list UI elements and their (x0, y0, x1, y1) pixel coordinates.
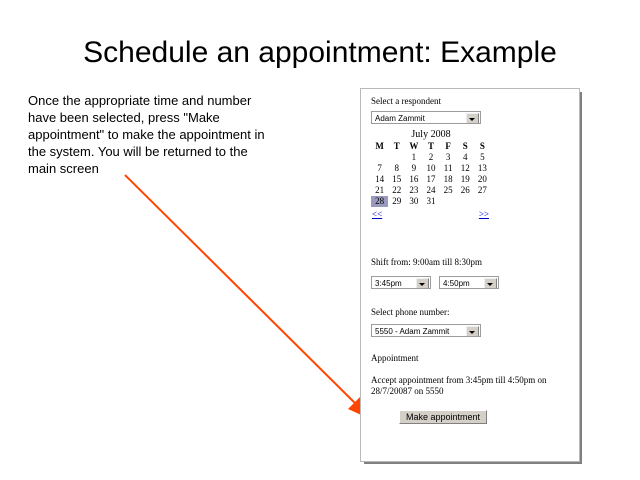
appointment-heading: Appointment (371, 353, 419, 363)
calendar-weekday: W (409, 141, 419, 151)
calendar-week-row (371, 163, 491, 174)
calendar-week-row (371, 152, 491, 163)
respondent-select-value: Adam Zammit (375, 114, 425, 123)
calendar-prev-link[interactable]: << (372, 209, 383, 219)
calendar-day[interactable]: 13 (477, 163, 487, 173)
calendar-day[interactable]: 19 (460, 174, 470, 184)
chevron-down-icon[interactable] (484, 278, 497, 289)
chevron-down-icon[interactable] (416, 278, 429, 289)
calendar-weekday: F (445, 141, 451, 151)
respondent-label: Select a respondent (371, 96, 441, 106)
calendar-day[interactable]: 14 (375, 174, 385, 184)
calendar-day[interactable]: 29 (392, 196, 402, 206)
appointment-app-panel (360, 88, 580, 462)
calendar-weekday: M (375, 141, 384, 151)
calendar-nav (371, 209, 491, 221)
time-to-select[interactable] (439, 276, 499, 289)
calendar-week-row (371, 196, 491, 207)
calendar-next-link[interactable]: >> (478, 209, 489, 219)
calendar-weekday: S (462, 141, 468, 151)
calendar-day[interactable]: 23 (409, 185, 419, 195)
calendar-day[interactable]: 2 (428, 152, 434, 162)
phone-select-value: 5550 - Adam Zammit (375, 327, 450, 336)
calendar-day[interactable] (457, 196, 474, 207)
calendar-day[interactable] (371, 152, 388, 163)
calendar-day[interactable]: 10 (426, 163, 436, 173)
calendar-day[interactable]: 12 (460, 163, 470, 173)
phone-label: Select phone number: (371, 307, 450, 317)
calendar-day[interactable] (440, 196, 457, 207)
calendar-day[interactable]: 3 (445, 152, 451, 162)
caption-text: Once the appropriate time and number have been selected, press "Make appointment" to make the appointment in the system. You will be returned to the main screen (28, 93, 265, 176)
calendar-day[interactable]: 30 (409, 196, 419, 206)
calendar-weekday-row (371, 141, 491, 152)
calendar-day[interactable]: 25 (443, 185, 453, 195)
calendar-day[interactable] (388, 152, 405, 163)
calendar-day[interactable]: 26 (460, 185, 470, 195)
arrow-annotation (120, 170, 390, 430)
chevron-down-icon[interactable] (466, 326, 479, 337)
calendar-week-row (371, 174, 491, 185)
calendar-day[interactable]: 8 (394, 163, 399, 173)
calendar-weekday: T (393, 141, 400, 151)
calendar-day[interactable] (474, 196, 491, 207)
time-to-value: 4:50pm (443, 279, 470, 288)
appointment-summary-text: Accept appointment from 3:45pm till 4:50pm on 28/7/20087 on 5550 (371, 375, 547, 396)
calendar-day[interactable]: 11 (443, 163, 453, 173)
calendar-grid[interactable] (371, 141, 491, 207)
calendar-day[interactable]: 24 (426, 185, 436, 195)
calendar-day[interactable]: 27 (477, 185, 487, 195)
calendar-day[interactable]: 5 (480, 152, 485, 162)
calendar-day[interactable]: 16 (409, 174, 419, 184)
calendar-day[interactable]: 9 (411, 163, 417, 173)
respondent-select[interactable] (371, 111, 481, 124)
calendar-weekday: S (479, 141, 485, 151)
calendar-day[interactable]: 21 (375, 185, 385, 195)
calendar-month-label: July 2008 (411, 129, 451, 140)
time-from-select[interactable] (371, 276, 431, 289)
calendar-day[interactable]: 18 (443, 174, 453, 184)
shift-label: Shift from: 9:00am till 8:30pm (371, 257, 482, 267)
calendar-day-selected[interactable]: 28 (371, 196, 388, 207)
calendar-weekday: T (427, 141, 434, 151)
calendar-day[interactable]: 22 (392, 185, 402, 195)
calendar-day[interactable]: 20 (477, 174, 487, 184)
calendar-day[interactable]: 15 (392, 174, 402, 184)
time-from-value: 3:45pm (375, 279, 402, 288)
calendar-day[interactable]: 1 (411, 152, 417, 162)
phone-select[interactable] (371, 324, 481, 337)
make-appointment-button[interactable]: Make appointment (399, 410, 487, 424)
calendar-day[interactable]: 7 (377, 163, 382, 173)
chevron-down-icon[interactable] (466, 113, 479, 124)
page-title: Schedule an appointment: Example (83, 36, 557, 69)
calendar-day[interactable]: 17 (426, 174, 436, 184)
calendar-day[interactable]: 4 (463, 152, 468, 162)
calendar-day[interactable]: 31 (426, 196, 436, 206)
calendar-week-row (371, 185, 491, 196)
calendar[interactable] (371, 129, 491, 221)
